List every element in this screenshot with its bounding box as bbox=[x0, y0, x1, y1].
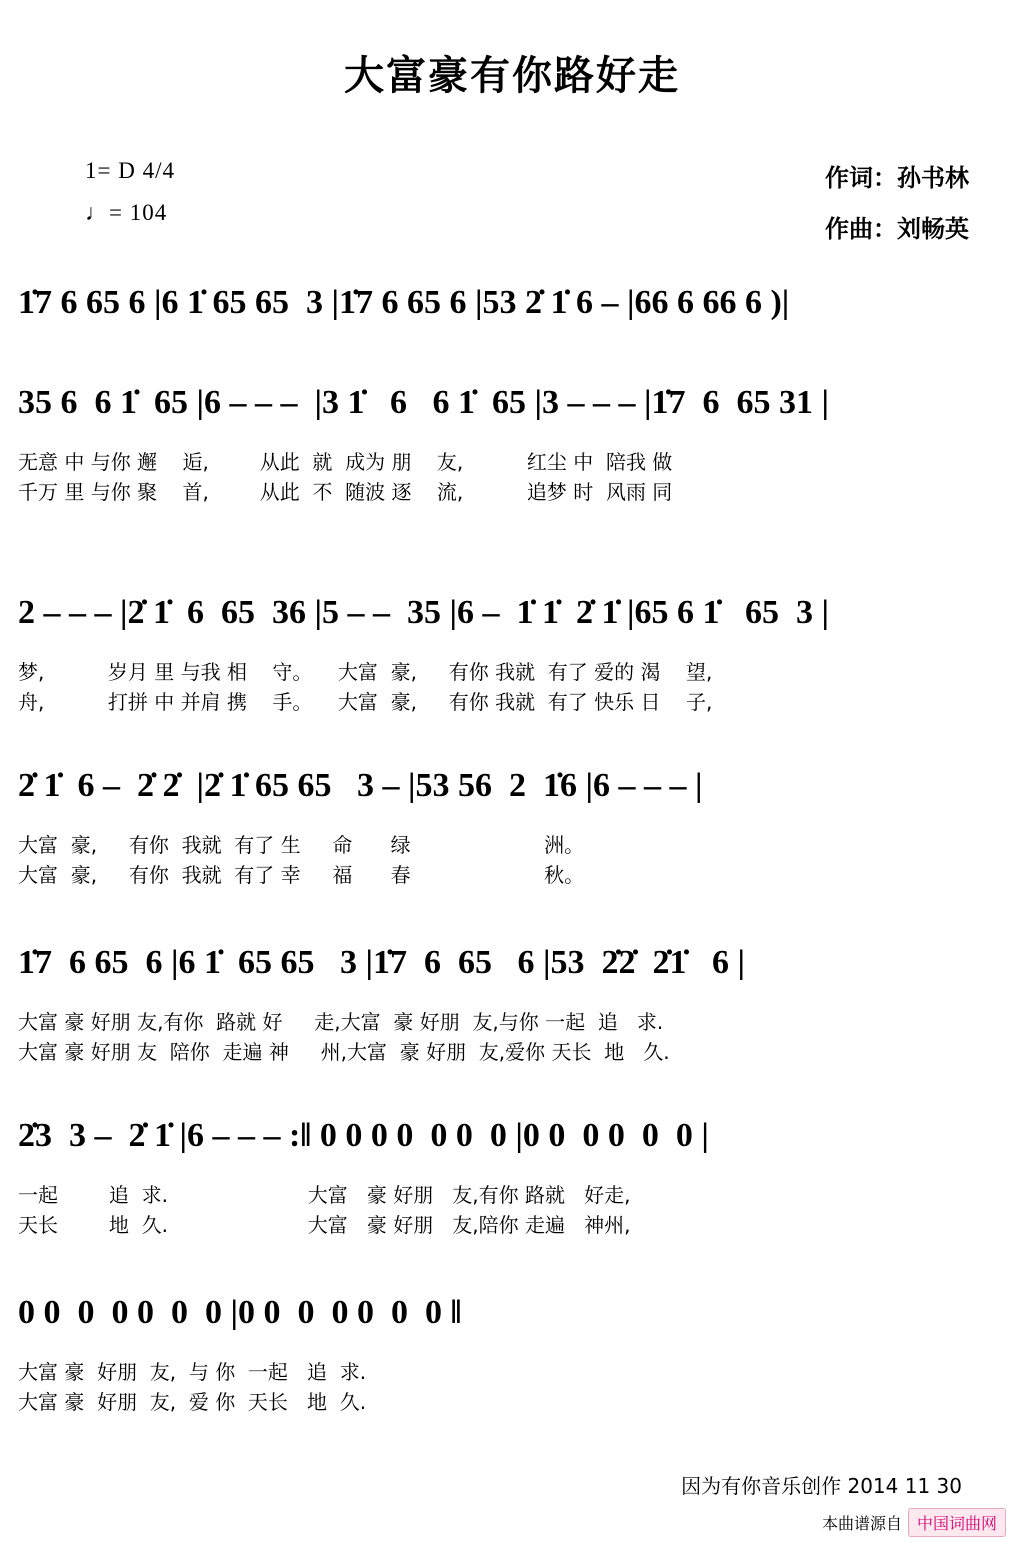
notation-line: 35 6 6 1̇ 65 |6 – – – |3 1̇ 6 6 1̇ 65 |3 – – – |1̇7 6 65 31 | bbox=[18, 384, 829, 421]
lyric-line-verse2: 天长 地 久. 大富 豪 好朋 友,陪你 走遍 神州, bbox=[18, 1213, 631, 1237]
score-metadata-right bbox=[825, 158, 969, 244]
lyric-line-verse2: 大富 豪, 有你 我就 有了 幸 福 春 秋。 bbox=[18, 863, 585, 887]
notation-line: 0 0 0 0 0 0 0 |0 0 0 0 0 0 0 ‖ bbox=[18, 1294, 462, 1331]
lyricist-credit: 作词：孙书林 bbox=[825, 164, 969, 192]
music-system-4 bbox=[18, 768, 1008, 890]
key-signature: 1= D 4/4 bbox=[85, 158, 175, 183]
lyric-line-verse1: 无意 中 与你 邂 逅, 从此 就 成为 朋 友, 红尘 中 陪我 做 bbox=[18, 450, 673, 474]
lyric-line-verse1: 梦, 岁月 里 与我 相 守。 大富 豪, 有你 我就 有了 爱的 渴 望, bbox=[18, 660, 713, 684]
notation-line: 1̇7 6 65 6 |6 1̇ 65 65 3 |1̇7 6 65 6 |53 2̇2̇ 2̇1̇ 6 | bbox=[18, 944, 745, 981]
lyric-line-verse2: 千万 里 与你 聚 首, 从此 不 随波 逐 流, 追梦 时 风雨 同 bbox=[18, 480, 673, 504]
notation-line: 1̇7 6 65 6 |6 1̇ 65 65 3 |1̇7 6 65 6 |53 2̇ 1̇ 6 – |66 6 66 6 )| bbox=[18, 284, 790, 321]
composer-credit: 作曲：刘畅英 bbox=[825, 215, 969, 243]
notation-line: 2 – – – |2̇ 1̇ 6 65 36 |5 – – 35 |6 – 1̇ 1̇ 2̇ 1̇ |65 6 1̇ 65 3 | bbox=[18, 594, 829, 631]
source-prefix-label: 本曲谱源自 bbox=[821, 1514, 902, 1533]
score-metadata-left bbox=[85, 158, 175, 226]
music-system-2 bbox=[18, 385, 1008, 507]
source-site-link[interactable]: 中国词曲网 bbox=[908, 1508, 1006, 1537]
lyric-line-verse1: 大富 豪 好朋 友, 与 你 一起 追 求. bbox=[18, 1360, 367, 1384]
music-system-1 bbox=[18, 285, 1008, 331]
lyric-line-verse1: 大富 豪 好朋 友,有你 路就 好 走,大富 豪 好朋 友,与你 一起 追 求. bbox=[18, 1010, 664, 1034]
footer-source bbox=[822, 1508, 1006, 1537]
tempo-marking: ♩= 104 bbox=[85, 200, 168, 225]
lyric-line-verse2: 舟, 打拼 中 并肩 携 手。 大富 豪, 有你 我就 有了 快乐 日 子, bbox=[18, 690, 713, 714]
music-system-5 bbox=[18, 945, 1008, 1067]
lyric-line-verse1: 大富 豪, 有你 我就 有了 生 命 绿 洲。 bbox=[18, 833, 585, 857]
lyric-line-verse2: 大富 豪 好朋 友 陪你 走遍 神 州,大富 豪 好朋 友,爱你 天长 地 久. bbox=[18, 1040, 670, 1064]
notation-line: 2̇ 1̇ 6 – 2̇ 2̇ |2̇ 1̇ 65 65 3 – |53 56 2 1̇6 |6 – – – | bbox=[18, 767, 703, 804]
lyric-line-verse2: 大富 豪 好朋 友, 爱 你 天长 地 久. bbox=[18, 1390, 367, 1414]
music-system-6 bbox=[18, 1118, 1008, 1240]
music-system-7 bbox=[18, 1295, 1008, 1417]
lyric-line-verse1: 一起 追 求. 大富 豪 好朋 友,有你 路就 好走, bbox=[18, 1183, 631, 1207]
music-system-3 bbox=[18, 595, 1008, 717]
page-title: 大富豪有你路好走 bbox=[344, 53, 680, 99]
notation-line: 2̇3 3 – 2̇ 1̇ |6 – – – :‖ 0 0 0 0 0 0 0 |0 0 0 0 0 0 | bbox=[18, 1117, 709, 1154]
footer-credit: 因为有你音乐创作 2014 11 30 bbox=[681, 1474, 962, 1498]
